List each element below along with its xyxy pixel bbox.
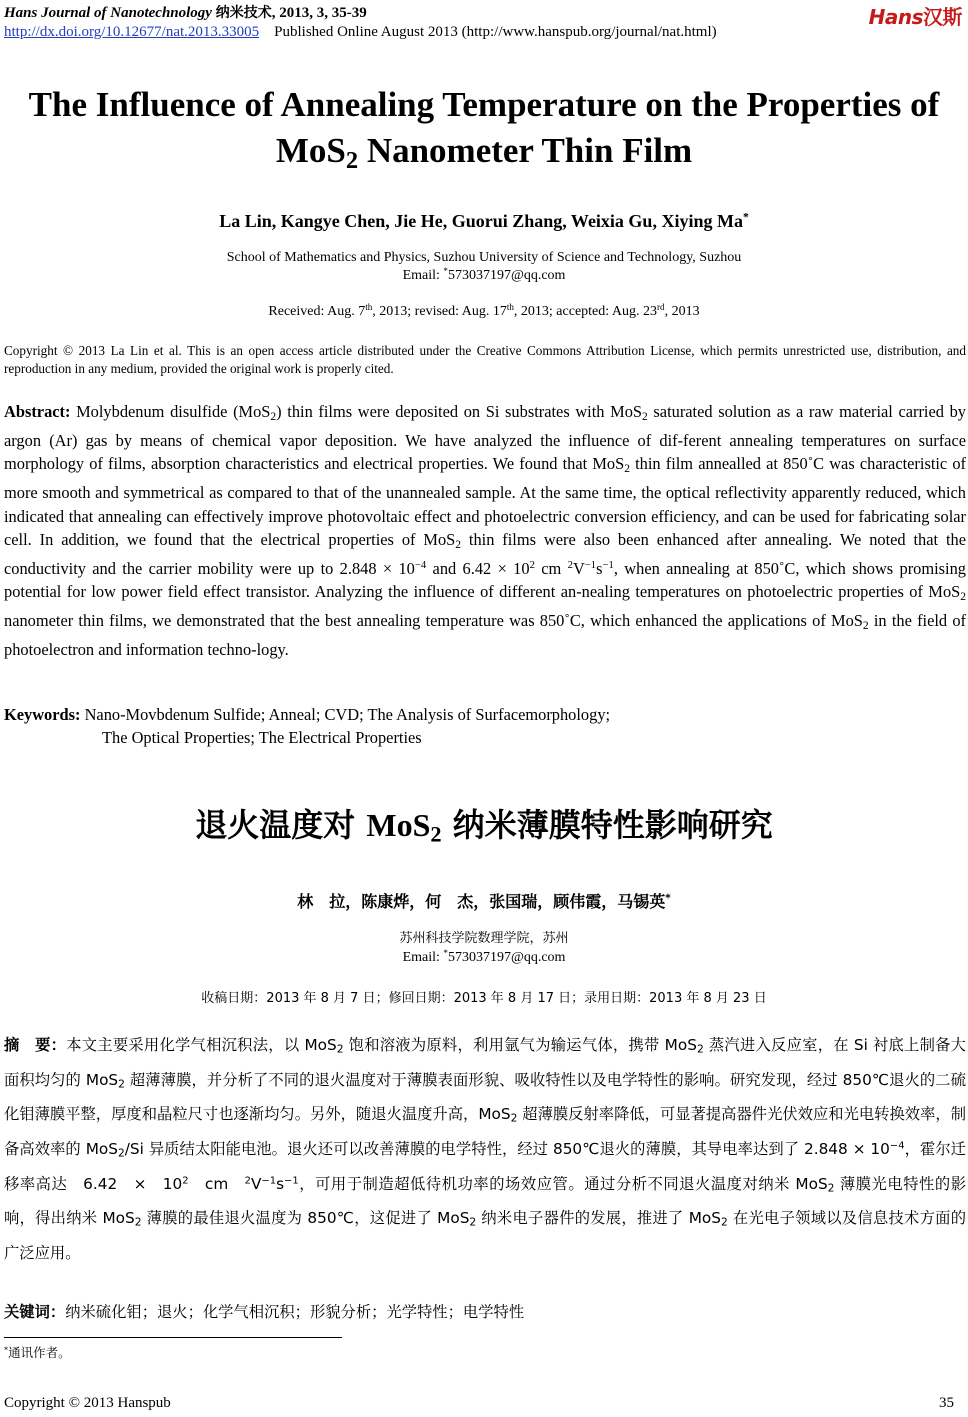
authors-cn-mark: * (665, 892, 671, 905)
abstract-cn-seg: ，霍尔迁移率高达 6.42 × 10 (4, 1140, 966, 1193)
authors-en (0, 211, 968, 232)
abstract-cn-seg: 超薄膜反射率降低，可显著提高器件光伏效应和光电转换效率，制备高效率的 MoS (4, 1105, 966, 1159)
abstract-seg: nanometer thin films, we demonstrated that the best annealing temperature was 850˚C, which enhanced the applications of MoS (4, 611, 863, 631)
keywords-text-2: The Optical Properties; The Electrical Properties (102, 728, 422, 747)
title-mos: MoS (275, 131, 346, 170)
logo-text-en: Hans (868, 5, 923, 29)
paper-title-en (0, 82, 968, 184)
abstract-cn-seg: cm (188, 1174, 245, 1193)
title-cn-mos: MoS (366, 807, 431, 843)
received-a: Received: Aug. 7 (268, 304, 366, 319)
abstract-sub: 2 (862, 619, 869, 632)
keywords-text-1: Nano-Movbdenum Sulfide; Anneal; CVD; The Analysis of Surfacemorphology; (80, 705, 611, 724)
keywords-cn-text: 纳米硫化钼；退火；化学气相沉积；形貌分析；光学特性；电学特性 (65, 1303, 525, 1321)
abstract-cn-sub: 2 (336, 1042, 344, 1056)
abstract-seg: thin films were also been enhanced after annealing. We noted that the conductivity and the carrier mobility were up to 2.848 × 10 (4, 529, 966, 578)
abstract-sub: 2 (270, 410, 277, 423)
keywords-line-1 (4, 703, 966, 726)
abstract-sub: 2 (455, 538, 461, 551)
abstract-cn-sub: 2 (510, 1112, 518, 1126)
received-dates-en (0, 304, 968, 320)
abstract-cn-sup: 2 (182, 1175, 189, 1187)
title-sub: 2 (345, 147, 359, 175)
abstract-sub: 2 (960, 590, 966, 603)
authors-cn (0, 889, 968, 912)
title-cn-post: 纳米薄膜特性影响研究 (441, 806, 773, 844)
abstract-sub: 2 (624, 463, 630, 476)
copyright-notice: Copyright © 2013 La Lin et al. This is an open access article distributed under the Creative Commons Attribution License, which permits unrestricted use, distribution, and reproduction in any medium, provided the original work is properly cited. (4, 343, 966, 376)
authors-list: La Lin, Kangye Chen, Jie He, Guorui Zhang, Weixia Gu, Xiying Ma (219, 211, 743, 231)
abstract-cn-seg: 薄膜光电特性的影响，得出纳米 MoS (4, 1174, 966, 1228)
journal-issue: , 2013, 3, 35-39 (271, 5, 367, 21)
keywords-cn (4, 1300, 524, 1322)
received-b: , 2013; revised: Aug. 17 (372, 304, 507, 319)
footnote-divider (4, 1337, 342, 1338)
title-line-1: The Influence of Annealing Temperature on the Properties of (28, 85, 940, 124)
affiliation-cn (0, 929, 968, 967)
footnote-mark: * (4, 1344, 9, 1355)
abstract-seg: thin film annealled at 850˚C was characteristic of more smooth and symmetrical as compared to that of the unannealed sample. At the same time, the optical reflectivity apparently reduced, which indicated that annealing can effectively improve photovoltaic effect and photoelectric conversion efficiency, and can be used for fabricating solar cell. In addition, we found that the electrical properties of MoS (4, 454, 966, 549)
footer-copyright: Copyright © 2013 Hanspub (4, 1395, 171, 1411)
abstract-sup: −1 (602, 559, 614, 571)
received-c-sup: rd (657, 302, 665, 312)
abstract-cn-sub: 2 (720, 1216, 728, 1230)
abstract-sup: −4 (414, 559, 427, 571)
abstract-cn-sub: 2 (134, 1216, 142, 1230)
abstract-cn (4, 1030, 966, 1268)
abstract-sup: 2 (567, 559, 573, 571)
abstract-cn-seg: 薄膜的最佳退火温度为 850℃，这促进了 MoS (141, 1209, 470, 1228)
email-label-cn: Email: (402, 950, 444, 965)
abstract-cn-sub: 2 (118, 1077, 125, 1091)
abstract-cn-sub: 2 (696, 1042, 704, 1056)
logo-text-cn: 汉斯 (923, 5, 962, 29)
abstract-label: Abstract: (4, 402, 71, 421)
journal-name-cn: 纳米技术 (215, 5, 272, 21)
published-info: Published Online August 2013 (http://www.hanspub.org/journal/nat.html) (274, 24, 717, 40)
page-number: 35 (939, 1395, 954, 1411)
email-address-cn[interactable]: 573037197@qq.com (447, 950, 566, 965)
keywords-cn-label: 关键词： (4, 1303, 66, 1321)
email-mark: * (443, 266, 448, 276)
abstract-seg: saturated solution as a raw material carried by argon (Ar) gas by means of chemical vapor deposition. We have analyzed the influence of dif-ferent annealing temperatures on surface morphology of films, absorption characteristics and electrical properties. We found that MoS (4, 402, 966, 474)
keywords-label: Keywords: (4, 705, 81, 724)
abstract-cn-seg: 在光电子领域以及信息技术方面的广泛应用。 (4, 1209, 966, 1263)
abstract-seg: cm (534, 558, 568, 578)
running-header (4, 2, 367, 22)
abstract-cn-seg: /Si 异质结太阳能电池。退火还可以改善薄膜的电学特性，经过 850℃退火的薄膜，其导电率达到了 2.848 × 10 (124, 1140, 890, 1159)
title-line-2 (0, 128, 968, 184)
authors-cn-list: 林 拉，陈康烨，何 杰，张国瑞，顾伟霞，马锡英 (297, 892, 666, 911)
email-address[interactable]: 573037197@qq.com (447, 268, 566, 283)
footnote-text: 通讯作者。 (8, 1345, 71, 1360)
title-cn-pre: 退火温度对 (195, 806, 367, 844)
corresponding-mark: * (742, 210, 749, 224)
email-mark-cn: * (443, 948, 448, 958)
abstract-cn-sub: 2 (469, 1216, 477, 1230)
abstract-cn-seg: 超薄薄膜，并分析了不同的退火温度对于薄膜表面形貌、吸收特性以及电学特性的影响。研究发现，经过 850℃退火的二硫化钼薄膜平整，厚度和晶粒尺寸也逐渐均匀。另外，随退火温度升高，MoS (4, 1070, 966, 1124)
abstract-cn-seg: 本文主要采用化学气相沉积法，以 MoS (66, 1036, 337, 1054)
received-b-sup: th (506, 302, 514, 312)
email-label: Email: (402, 268, 444, 283)
paper-title-cn (0, 800, 968, 848)
journal-name-en: Hans Journal of Nanotechnology (4, 5, 212, 21)
abstract-cn-seg: 纳米电子器件的发展，推进了 MoS (476, 1209, 721, 1228)
affiliation-en (0, 249, 968, 285)
abstract-seg: and 6.42 × 10 (426, 558, 530, 578)
received-dates-cn: 收稿日期：2013 年 8 月 7 日；修回日期：2013 年 8 月 17 日；录用日期：2013 年 8 月 23 日 (201, 991, 767, 1006)
abstract-seg: s (596, 558, 603, 578)
abstract-sup: 2 (529, 559, 535, 571)
abstract-sub: 2 (642, 410, 648, 423)
title-rest: Nanometer Thin Film (358, 131, 693, 170)
abstract-cn-sub: 2 (827, 1181, 835, 1195)
abstract-cn-label: 摘 要： (4, 1036, 67, 1054)
abstract-cn-sup: −1 (284, 1175, 299, 1187)
abstract-cn-seg: ，可用于制造超低待机功率的场效应管。通过分析不同退火温度对纳米 MoS (298, 1174, 828, 1193)
doi-line (4, 24, 717, 41)
abstract-seg: ) thin films were deposited on Si substrates with MoS (276, 402, 643, 421)
abstract-seg: V (572, 558, 585, 578)
email-line (0, 267, 968, 285)
hans-logo (869, 1, 962, 30)
email-line-cn (0, 948, 968, 967)
abstract-seg: , when annealing at 850˚C, which shows promising potential for low power field effect transistor. Analyzing the influence of different an-nealing temperatures on photoelectric properties of MoS (4, 558, 966, 601)
abstract-cn-seg: 蒸汽进入反应室，在 Si 衬底上制备大面积均匀的 MoS (4, 1036, 966, 1089)
footnote (4, 1343, 71, 1361)
keywords-en (4, 703, 966, 749)
affiliation-text: School of Mathematics and Physics, Suzhou University of Science and Technology, Suzhou (226, 250, 742, 265)
abstract-cn-sup: −1 (261, 1175, 277, 1187)
received-a-sup: th (365, 302, 373, 312)
abstract-cn-seg: V (250, 1174, 262, 1193)
abstract-seg: in the field of photoelectron and information techno-logy. (4, 611, 966, 660)
abstract-cn-sub: 2 (117, 1146, 125, 1160)
received-d: , 2013 (664, 304, 700, 319)
received-c: , 2013; accepted: Aug. 23 (513, 304, 657, 319)
abstract-cn-seg: s (276, 1174, 285, 1193)
abstract-sup: −1 (584, 559, 597, 571)
affiliation-cn-text: 苏州科技学院数理学院，苏州 (399, 931, 569, 946)
abstract-cn-sup: −4 (889, 1140, 905, 1152)
title-cn-sub: 2 (430, 821, 442, 847)
abstract-cn-sup: 2 (244, 1175, 251, 1187)
doi-link[interactable]: http://dx.doi.org/10.12677/nat.2013.33005 (4, 24, 260, 40)
abstract-en (4, 400, 966, 661)
abstract-cn-seg: 饱和溶液为原料，利用氩气为输运气体，携带 MoS (343, 1036, 697, 1054)
abstract-seg: Molybdenum disulfide (MoS (70, 402, 271, 421)
